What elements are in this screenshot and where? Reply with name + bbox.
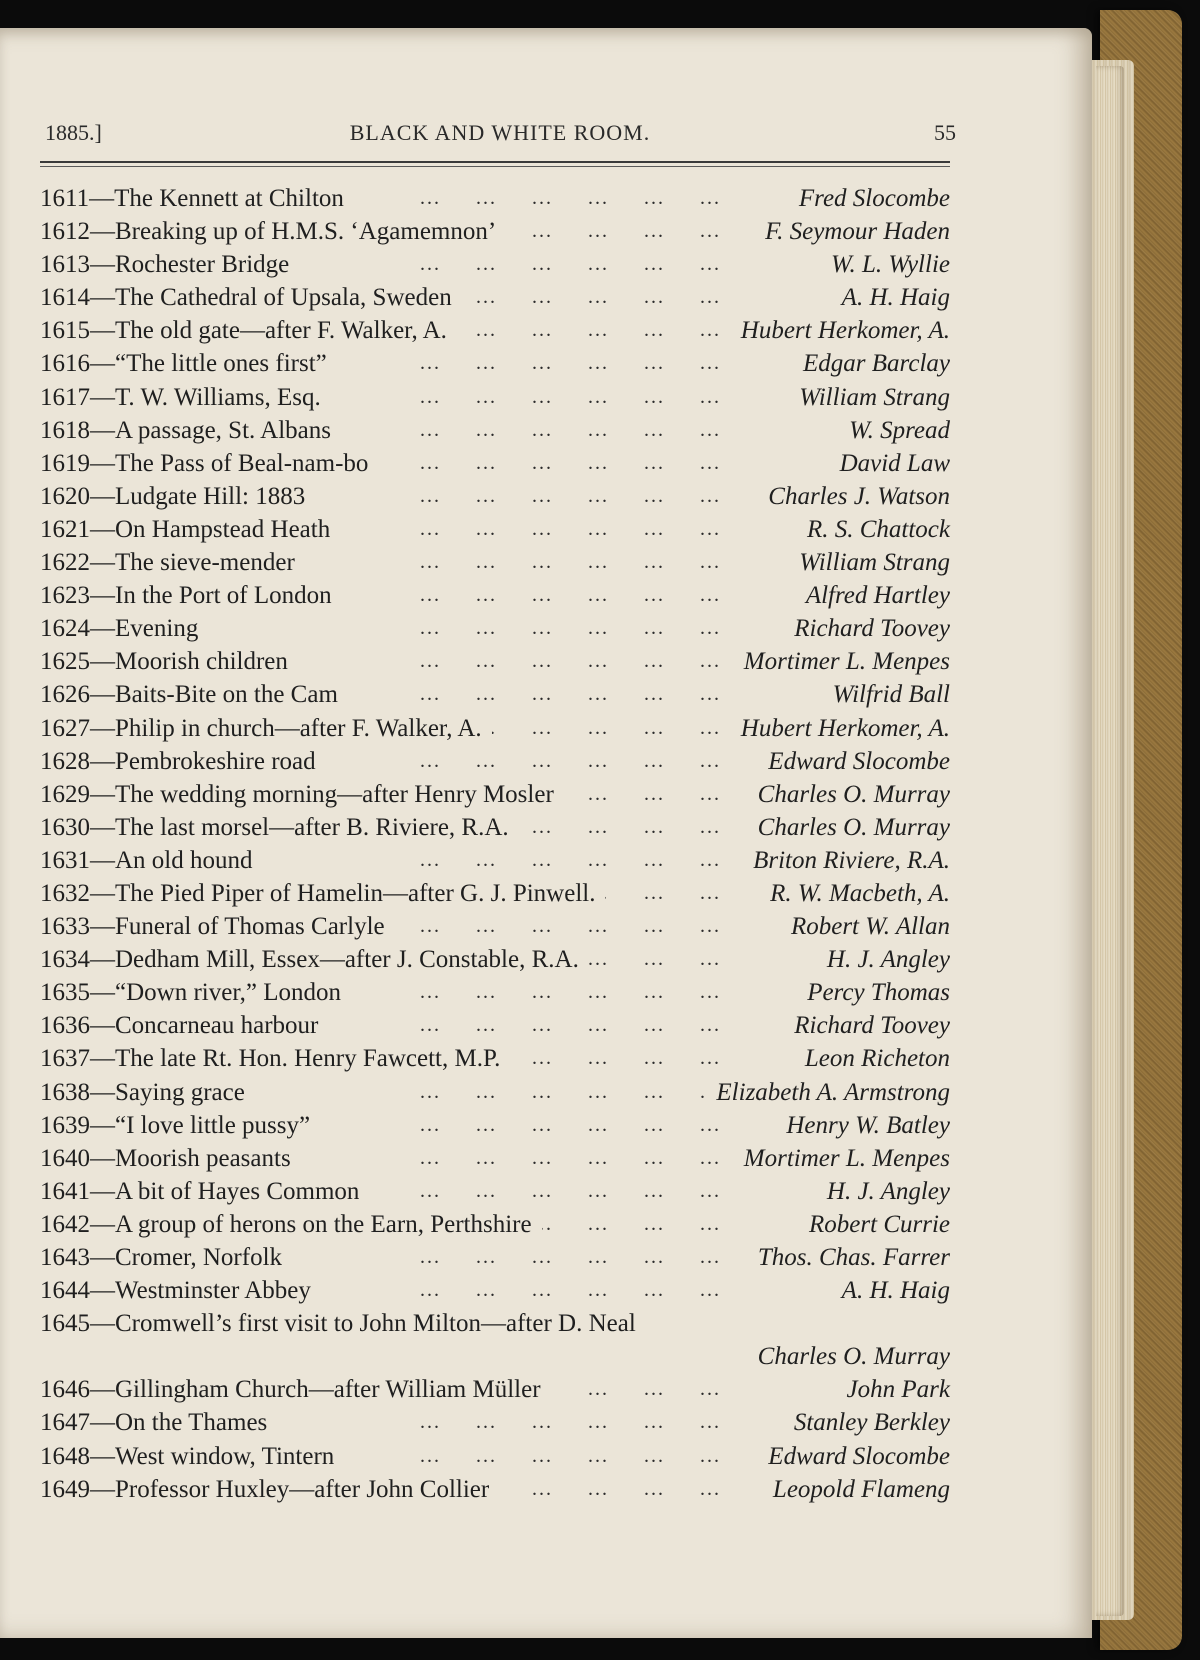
catalogue-entry bbox=[40, 778, 950, 811]
leader-dots bbox=[420, 248, 720, 281]
entry-dash: — bbox=[90, 1078, 115, 1106]
entry-dash: — bbox=[90, 979, 115, 1007]
catalogue-entries bbox=[40, 182, 950, 1506]
leader-dots bbox=[420, 976, 720, 1009]
entry-text bbox=[40, 284, 462, 311]
entry-text bbox=[40, 350, 337, 377]
entry-title: Concarneau harbour bbox=[115, 1012, 319, 1040]
entry-title: The Cathedral of Upsala, Sweden bbox=[115, 284, 452, 312]
leader-dots bbox=[420, 281, 720, 314]
entry-artist: Thos. Chas. Farrer bbox=[750, 1241, 950, 1274]
entry-artist: Robert Currie bbox=[801, 1208, 950, 1241]
leader-dots bbox=[420, 1406, 720, 1439]
entry-artist: H. J. Angley bbox=[819, 1175, 950, 1208]
page-number: 55 bbox=[934, 120, 956, 145]
entry-text bbox=[40, 516, 340, 543]
header-year: 1885.] bbox=[45, 120, 102, 145]
entry-number: 1621 bbox=[40, 515, 90, 543]
entry-artist: Robert W. Allan bbox=[783, 910, 950, 943]
entry-title: A group of herons on the Earn, Perthshire bbox=[115, 1210, 532, 1238]
entry-title: Philip in church—after F. Walker, A. bbox=[115, 714, 482, 742]
entry-artist: R. S. Chattock bbox=[799, 513, 950, 546]
catalogue-entry bbox=[40, 910, 950, 943]
entry-title: Funeral of Thomas Carlyle bbox=[115, 913, 385, 941]
leader-dots bbox=[420, 645, 720, 678]
entry-title: Breaking up of H.M.S. ‘Agamemnon’ bbox=[115, 218, 497, 246]
catalogue-entry bbox=[40, 414, 950, 447]
entry-dash: — bbox=[90, 1012, 115, 1040]
entry-title: The Pied Piper of Hamelin—after G. J. Pinwell. bbox=[115, 879, 596, 907]
leader-dots bbox=[420, 1109, 720, 1142]
entry-dash: — bbox=[90, 1277, 115, 1305]
entry-number: 1634 bbox=[40, 946, 90, 974]
entry-title: In the Port of London bbox=[115, 582, 332, 610]
entry-artist: Briton Riviere, R.A. bbox=[745, 844, 950, 877]
leader-dots bbox=[420, 1274, 720, 1307]
entry-text bbox=[40, 1476, 499, 1503]
leader-dots bbox=[420, 745, 720, 778]
entry-number: 1620 bbox=[40, 482, 90, 510]
entry-title: Dedham Mill, Essex—after J. Constable, R.A. bbox=[115, 946, 579, 974]
catalogue-entry bbox=[40, 513, 950, 546]
entry-dash: — bbox=[90, 1442, 115, 1470]
entry-dash: — bbox=[90, 582, 115, 610]
entry-title: Evening bbox=[115, 615, 199, 643]
entry-dash: — bbox=[90, 879, 115, 907]
entry-dash: — bbox=[89, 185, 115, 212]
entry-artist: Elizabeth A. Armstrong bbox=[708, 1076, 950, 1109]
catalogue-entry bbox=[40, 1142, 950, 1175]
entry-number: 1644 bbox=[40, 1277, 90, 1305]
entry-dash: — bbox=[90, 1310, 115, 1338]
entry-number: 1639 bbox=[40, 1111, 90, 1139]
entry-dash: — bbox=[90, 1244, 115, 1271]
leader-dots bbox=[420, 546, 720, 579]
entry-number: 1629 bbox=[40, 780, 90, 808]
catalogue-entry bbox=[40, 281, 950, 314]
catalogue-entry bbox=[40, 645, 950, 678]
entry-dash: — bbox=[90, 1210, 115, 1238]
entry-number: 1642 bbox=[40, 1210, 90, 1238]
entry-text bbox=[40, 1079, 255, 1106]
entry-artist: Charles O. Murray bbox=[750, 778, 950, 811]
entry-number: 1643 bbox=[40, 1244, 90, 1271]
leader-dots bbox=[420, 1142, 720, 1175]
entry-artist: Charles O. Murray bbox=[750, 811, 950, 844]
header-rule-thin bbox=[40, 166, 950, 167]
entry-artist: Percy Thomas bbox=[799, 976, 950, 1009]
entry-artist: Charles O. Murray bbox=[750, 1340, 950, 1373]
entry-artist: H. J. Angley bbox=[819, 943, 950, 976]
entry-number: 1635 bbox=[40, 979, 90, 1007]
catalogue-entry bbox=[40, 612, 950, 645]
leader-dots bbox=[420, 447, 720, 480]
entry-artist: A. H. Haig bbox=[834, 281, 950, 314]
leader-dots bbox=[420, 678, 720, 711]
entry-text bbox=[40, 1277, 321, 1304]
entry-text bbox=[40, 1443, 344, 1470]
entry-dash: — bbox=[90, 648, 115, 676]
entry-title: Saying grace bbox=[115, 1078, 245, 1106]
entry-number: 1633 bbox=[40, 913, 90, 941]
catalogue-entry bbox=[40, 1076, 950, 1109]
entry-text bbox=[40, 1376, 551, 1403]
entry-text bbox=[40, 1211, 542, 1238]
entry-title: Rochester Bridge bbox=[115, 251, 290, 279]
entry-title: The sieve-mender bbox=[115, 549, 295, 577]
entry-dash: — bbox=[90, 218, 115, 246]
entry-title: An old hound bbox=[115, 846, 253, 874]
entry-artist: David Law bbox=[832, 447, 950, 480]
entry-number: 1613 bbox=[40, 251, 90, 279]
entry-text bbox=[40, 384, 331, 411]
entry-text bbox=[40, 847, 263, 874]
catalogue-entry bbox=[40, 678, 950, 711]
entry-number: 1637 bbox=[40, 1045, 90, 1073]
entry-dash: — bbox=[90, 449, 115, 477]
entry-artist: Mortimer L. Menpes bbox=[736, 645, 950, 678]
entry-dash: — bbox=[90, 1376, 115, 1404]
entry-number: 1616 bbox=[40, 350, 90, 378]
entry-title: Moorish peasants bbox=[115, 1144, 291, 1172]
entry-title: T. W. Williams, Esq. bbox=[115, 383, 321, 411]
catalogue-entry bbox=[40, 215, 950, 248]
entry-text bbox=[40, 417, 341, 444]
catalogue-entry bbox=[40, 182, 950, 215]
entry-number: 1638 bbox=[40, 1078, 90, 1106]
entry-title: The late Rt. Hon. Henry Fawcett, M.P. bbox=[115, 1045, 501, 1073]
leader-dots bbox=[420, 1009, 720, 1042]
entry-artist: A. H. Haig bbox=[834, 1274, 950, 1307]
entry-number: 1646 bbox=[40, 1376, 90, 1404]
catalogue-entry bbox=[40, 877, 950, 910]
entry-artist: Leon Richeton bbox=[797, 1042, 950, 1075]
entry-title: “Down river,” London bbox=[115, 979, 342, 1007]
entry-text bbox=[40, 615, 208, 642]
entry-text bbox=[40, 1244, 292, 1271]
entry-dash: — bbox=[90, 615, 115, 643]
entry-number: 1647 bbox=[40, 1409, 90, 1437]
entry-text bbox=[40, 1178, 369, 1205]
leader-dots bbox=[420, 1175, 720, 1208]
leader-dots bbox=[420, 579, 720, 612]
entry-artist: W. Spread bbox=[841, 414, 950, 447]
entry-dash: — bbox=[90, 913, 115, 941]
entry-title: A passage, St. Albans bbox=[115, 416, 331, 444]
catalogue-entry bbox=[40, 943, 950, 976]
entry-dash: — bbox=[90, 1045, 115, 1073]
entry-title: “The little ones first” bbox=[115, 350, 327, 378]
catalogue-entry bbox=[40, 1473, 950, 1506]
leader-dots bbox=[420, 480, 720, 513]
entry-number: 1636 bbox=[40, 1012, 90, 1040]
entry-number: 1630 bbox=[40, 813, 90, 841]
catalogue-entry bbox=[40, 1208, 950, 1241]
entry-text bbox=[40, 814, 519, 841]
entry-dash: — bbox=[90, 813, 115, 841]
entry-dash: — bbox=[90, 515, 115, 543]
leader-dots bbox=[420, 414, 720, 447]
leader-dots bbox=[420, 182, 720, 215]
catalogue-entry bbox=[40, 1175, 950, 1208]
entry-artist: Wilfrid Ball bbox=[825, 678, 950, 711]
entry-artist: Hubert Herkomer, A. bbox=[733, 712, 950, 745]
entry-number: 1645 bbox=[40, 1310, 90, 1338]
entry-number: 1641 bbox=[40, 1177, 90, 1205]
entry-text bbox=[40, 450, 378, 477]
entry-number: 1628 bbox=[40, 747, 90, 775]
entry-dash: — bbox=[90, 317, 115, 345]
entry-artist: William Strang bbox=[791, 381, 950, 414]
catalogue-entry bbox=[40, 712, 950, 745]
entry-artist: Mortimer L. Menpes bbox=[736, 1142, 950, 1175]
catalogue-entry bbox=[40, 314, 950, 347]
catalogue-entry bbox=[40, 248, 950, 281]
leader-dots bbox=[420, 910, 720, 943]
entry-text bbox=[40, 681, 348, 708]
leader-dots bbox=[420, 513, 720, 546]
leader-dots bbox=[420, 314, 720, 347]
entry-number: 1624 bbox=[40, 615, 90, 643]
entry-dash: — bbox=[90, 482, 115, 510]
entry-dash: — bbox=[90, 747, 115, 775]
entry-dash: — bbox=[90, 284, 115, 312]
entry-artist: Edward Slocombe bbox=[760, 1440, 950, 1473]
catalogue-entry bbox=[40, 811, 950, 844]
entry-artist: Hubert Herkomer, A. bbox=[733, 314, 950, 347]
entry-dash: — bbox=[90, 416, 115, 444]
entry-number: 1649 bbox=[40, 1475, 90, 1503]
entry-text bbox=[40, 715, 492, 742]
entry-text bbox=[40, 483, 315, 510]
entry-title: Cromwell’s first visit to John Milton—after D. Neal bbox=[115, 1310, 636, 1338]
entry-title: On Hampstead Heath bbox=[115, 515, 331, 543]
entry-dash: — bbox=[90, 383, 115, 411]
catalogue-entry bbox=[40, 976, 950, 1009]
entry-dash: — bbox=[90, 1475, 115, 1503]
entry-text bbox=[40, 880, 605, 907]
entry-text bbox=[40, 913, 395, 940]
entry-dash: — bbox=[90, 1111, 115, 1139]
header-rule bbox=[40, 161, 950, 163]
leader-dots bbox=[420, 347, 720, 380]
entry-text bbox=[40, 1409, 277, 1436]
catalogue-entry bbox=[40, 1109, 950, 1142]
entry-text bbox=[40, 251, 299, 278]
entry-artist: W. L. Wyllie bbox=[823, 248, 950, 281]
entry-number: 1640 bbox=[40, 1144, 90, 1172]
entry-number: 1648 bbox=[40, 1442, 90, 1470]
entry-number: 1614 bbox=[40, 284, 90, 312]
entry-dash: — bbox=[90, 846, 115, 874]
leader-dots bbox=[420, 1241, 720, 1274]
entry-number: 1619 bbox=[40, 449, 90, 477]
entry-text bbox=[40, 748, 326, 775]
entry-artist: Edgar Barclay bbox=[795, 347, 950, 380]
catalogue-entry bbox=[40, 1307, 950, 1340]
entry-number: 1631 bbox=[40, 846, 90, 874]
catalogue-entry bbox=[40, 381, 950, 414]
entry-number: 1626 bbox=[40, 681, 90, 709]
catalogue-entry bbox=[40, 745, 950, 778]
entry-dash: — bbox=[90, 1409, 115, 1437]
entry-dash: — bbox=[90, 1144, 115, 1172]
entry-number: 1618 bbox=[40, 416, 90, 444]
catalogue-entry bbox=[40, 546, 950, 579]
entry-title: West window, Tintern bbox=[115, 1442, 335, 1470]
catalogue-entry bbox=[40, 1009, 950, 1042]
catalogue-entry bbox=[40, 1373, 950, 1406]
entry-artist: Stanley Berkley bbox=[786, 1406, 950, 1439]
entry-number: 1622 bbox=[40, 549, 90, 577]
catalogue-entry bbox=[40, 480, 950, 513]
entry-dash: — bbox=[90, 1177, 115, 1205]
entry-text bbox=[40, 1045, 510, 1072]
entry-text bbox=[40, 1145, 301, 1172]
entry-number: 1632 bbox=[40, 879, 90, 907]
entry-title: Professor Huxley—after John Collier bbox=[115, 1475, 490, 1503]
page-edges-inner bbox=[1096, 66, 1124, 1616]
entry-title: On the Thames bbox=[115, 1409, 268, 1437]
catalogue-entry bbox=[40, 844, 950, 877]
entry-title: Gillingham Church—after William Müller bbox=[115, 1376, 541, 1404]
entry-artist: John Park bbox=[839, 1373, 950, 1406]
entry-title: Westminster Abbey bbox=[115, 1277, 311, 1305]
entry-artist: F. Seymour Haden bbox=[757, 215, 950, 248]
entry-artist: Leopold Flameng bbox=[765, 1473, 950, 1506]
catalogue-entry bbox=[40, 447, 950, 480]
entry-text bbox=[40, 1112, 320, 1139]
entry-text bbox=[40, 1310, 646, 1337]
entry-text bbox=[40, 549, 305, 576]
catalogue-entry-continued bbox=[40, 1340, 950, 1373]
entry-dash: — bbox=[90, 780, 115, 808]
entry-title: Pembrokeshire road bbox=[115, 747, 316, 775]
leader-dots bbox=[420, 1076, 720, 1109]
entry-artist: Richard Toovey bbox=[786, 612, 950, 645]
entry-title: A bit of Hayes Common bbox=[115, 1177, 360, 1205]
entry-title: Baits-Bite on the Cam bbox=[115, 681, 338, 709]
entry-artist: Alfred Hartley bbox=[798, 579, 950, 612]
entry-title: “I love little pussy” bbox=[115, 1111, 311, 1139]
entry-title: The last morsel—after B. Riviere, R.A. bbox=[115, 813, 509, 841]
entry-text bbox=[40, 218, 506, 245]
entry-artist: Richard Toovey bbox=[786, 1009, 950, 1042]
entry-artist: Henry W. Batley bbox=[778, 1109, 950, 1142]
entry-text bbox=[40, 781, 564, 808]
entry-artist: Fred Slocombe bbox=[791, 182, 950, 215]
entry-dash: — bbox=[90, 251, 115, 279]
leader-dots bbox=[420, 1440, 720, 1473]
entry-text bbox=[40, 1012, 328, 1039]
entry-title: The Pass of Beal-nam-bo bbox=[115, 449, 369, 477]
entry-text bbox=[40, 979, 351, 1006]
entry-dash: — bbox=[90, 681, 115, 709]
entry-text bbox=[40, 582, 342, 609]
entry-title: Ludgate Hill: 1883 bbox=[115, 482, 306, 510]
entry-text bbox=[40, 185, 354, 212]
catalogue-entry bbox=[40, 1440, 950, 1473]
entry-number: 1611 bbox=[40, 185, 90, 212]
entry-artist: Edward Slocombe bbox=[760, 745, 950, 778]
entry-title: Moorish children bbox=[115, 648, 288, 676]
entry-dash: — bbox=[90, 946, 115, 974]
entry-artist: R. W. Macbeth, A. bbox=[762, 877, 950, 910]
entry-number: 1612 bbox=[40, 218, 90, 246]
catalogue-entry bbox=[40, 1042, 950, 1075]
entry-text bbox=[40, 946, 589, 973]
entry-dash: — bbox=[90, 350, 115, 378]
catalogue-entry bbox=[40, 347, 950, 380]
entry-number: 1617 bbox=[40, 383, 90, 411]
catalogue-entry bbox=[40, 1241, 950, 1274]
catalogue-entry bbox=[40, 579, 950, 612]
entry-dash: — bbox=[90, 714, 115, 742]
leader-dots bbox=[420, 844, 720, 877]
entry-artist: William Strang bbox=[791, 546, 950, 579]
entry-title: The old gate—after F. Walker, A. bbox=[115, 317, 447, 345]
entry-dash: — bbox=[90, 549, 115, 577]
entry-text bbox=[40, 317, 457, 344]
header-title: BLACK AND WHITE ROOM. bbox=[349, 120, 651, 145]
entry-number: 1627 bbox=[40, 714, 90, 742]
entry-text bbox=[40, 648, 298, 675]
entry-title: Cromer, Norfolk bbox=[115, 1244, 283, 1271]
entry-title: The Kennett at Chilton bbox=[114, 185, 344, 212]
entry-artist: Charles J. Watson bbox=[760, 480, 950, 513]
catalogue-entry bbox=[40, 1406, 950, 1439]
entry-number: 1615 bbox=[40, 317, 90, 345]
catalogue-entry bbox=[40, 1274, 950, 1307]
leader-dots bbox=[420, 381, 720, 414]
entry-title: The wedding morning—after Henry Mosler bbox=[115, 780, 554, 808]
entry-number: 1625 bbox=[40, 648, 90, 676]
entry-number: 1623 bbox=[40, 582, 90, 610]
leader-dots bbox=[420, 612, 720, 645]
